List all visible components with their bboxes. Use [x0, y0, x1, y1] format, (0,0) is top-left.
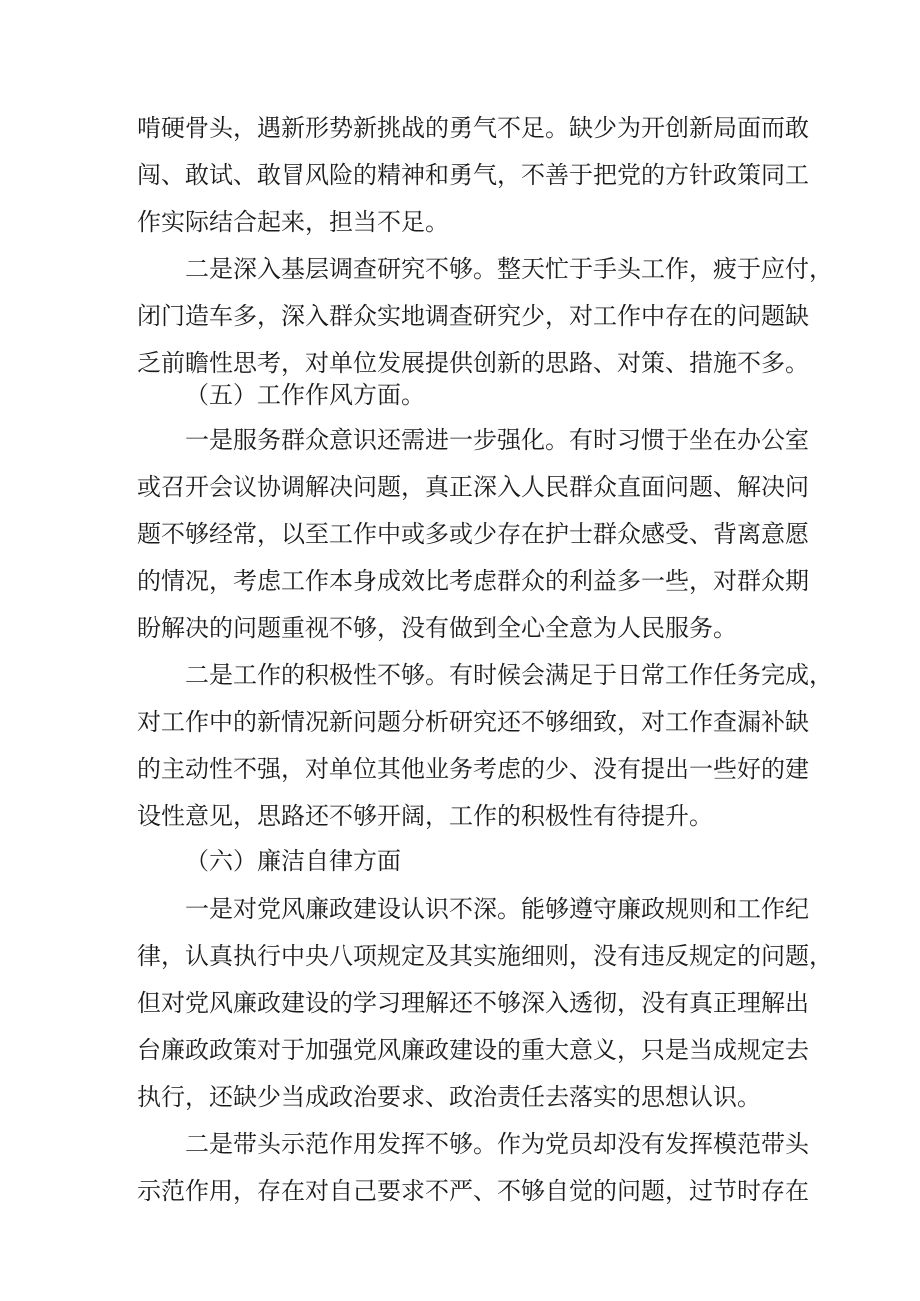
paragraph-line: 二是深入基层调查研究不够。整天忙于手头工作，疲于应付，	[185, 255, 833, 283]
paragraph-line: 律，认真执行中央八项规定及其实施细则，没有违反规定的问题，	[137, 942, 833, 970]
paragraph-line: 或召开会议协调解决问题，真正深入人民群众直面问题、解决问	[137, 473, 809, 501]
paragraph-line: 二是工作的积极性不够。有时候会满足于日常工作任务完成，	[185, 661, 833, 689]
paragraph-line: 执行，还缺少当成政治要求、政治责任去落实的思想认识。	[137, 1083, 761, 1111]
paragraph-line: 但对党风廉政建设的学习理解还不够深入透彻，没有真正理解出	[137, 989, 809, 1017]
paragraph-line: 一是服务群众意识还需进一步强化。有时习惯于坐在办公室	[185, 426, 809, 454]
paragraph-line: 设性意见，思路还不够开阔，工作的积极性有待提升。	[137, 802, 713, 830]
paragraph-line: 一是对党风廉政建设认识不深。能够遵守廉政规则和工作纪	[185, 895, 809, 923]
section-heading: （五）工作作风方面。	[185, 381, 425, 409]
paragraph-line: 二是带头示范作用发挥不够。作为党员却没有发挥模范带头	[185, 1130, 809, 1158]
paragraph-line: 盼解决的问题重视不够，没有做到全心全意为人民服务。	[137, 614, 737, 642]
paragraph-line: 题不够经常，以至工作中或多或少存在护士群众感受、背离意愿	[137, 520, 809, 548]
paragraph-line: 乏前瞻性思考，对单位发展提供创新的思路、对策、措施不多。	[137, 349, 809, 377]
paragraph-line: 台廉政政策对于加强党风廉政建设的重大意义，只是当成规定去	[137, 1036, 809, 1064]
paragraph-line: 闯、敢试、敢冒风险的精神和勇气，不善于把党的方针政策同工	[137, 161, 809, 189]
paragraph-line: 作实际结合起来，担当不足。	[137, 208, 449, 236]
paragraph-line: 啃硬骨头，遇新形势新挑战的勇气不足。缺少为开创新局面而敢	[137, 114, 809, 142]
paragraph-line: 示范作用，存在对自己要求不严、不够自觉的问题，过节时存在	[137, 1177, 809, 1205]
section-heading: （六）廉洁自律方面	[185, 847, 401, 875]
paragraph-line: 闭门造车多，深入群众实地调查研究少，对工作中存在的问题缺	[137, 302, 809, 330]
paragraph-line: 对工作中的新情况新问题分析研究还不够细致，对工作查漏补缺	[137, 708, 809, 736]
paragraph-line: 的情况，考虑工作本身成效比考虑群众的利益多一些，对群众期	[137, 567, 809, 595]
paragraph-line: 的主动性不强，对单位其他业务考虑的少、没有提出一些好的建	[137, 755, 809, 783]
